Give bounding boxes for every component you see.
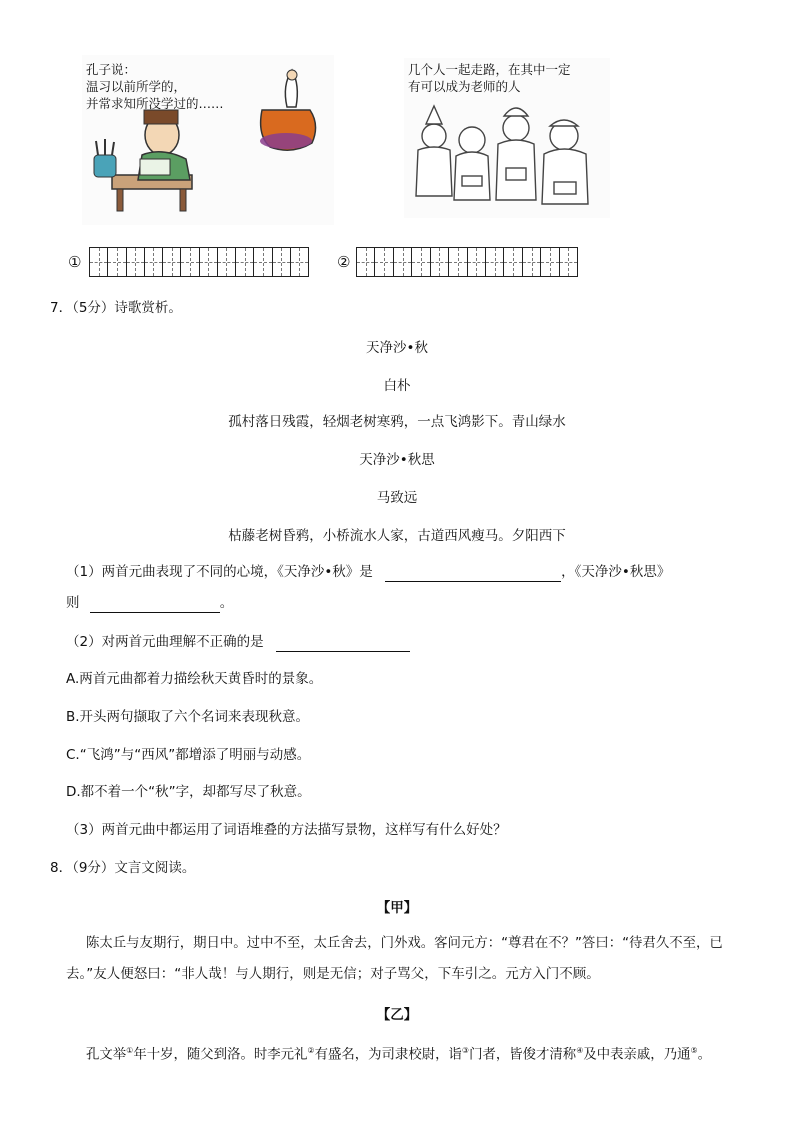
cartoon-confucius-caption (86, 61, 224, 112)
section-jia-label: 【甲】 (376, 900, 418, 916)
caption-line: 几个人一起走路，在其中一定 (408, 62, 571, 77)
q7-sub1-cont (66, 593, 233, 613)
footnote-mark: ② (307, 1046, 315, 1055)
footnote-mark: ③ (461, 1046, 470, 1055)
q7-sub1-text: （1）两首元曲表现了不同的心境，《天净沙•秋》是 (66, 564, 373, 580)
poem1-title: 天净沙•秋 (366, 340, 428, 356)
caption-line: 温习以前所学的， (86, 79, 187, 94)
poem1-author: 白朴 (383, 378, 411, 394)
cartoon-confucius-image (82, 55, 334, 225)
answer-blank-1[interactable] (385, 567, 561, 582)
answer-grid-1[interactable] (89, 247, 309, 277)
poem1-text: 孤村落日残霞，轻烟老树寒鸦，一点飞鸿影下。青山绿水 (228, 414, 566, 430)
q8-heading: 8．（9分）文言文阅读。 (50, 860, 196, 876)
footnote-mark: ① (126, 1046, 134, 1055)
q7-sub1-text-c: 则 (66, 595, 80, 611)
footnote-mark: ④ (576, 1046, 584, 1055)
poem2-title: 天净沙•秋思 (359, 452, 435, 468)
q7-sub1 (66, 562, 670, 582)
jia-paragraph-line2: 去。”友人便怒曰：“非人哉！与人期行，则是无信；对子骂父，下车引之。元方入门不顾。 (66, 966, 600, 982)
option-a: A.两首元曲都着力描绘秋天黄昏时的景象。 (66, 671, 323, 687)
caption-line: 并常求知所没学过的…… (86, 96, 224, 111)
yi-text: 孔文举 (86, 1047, 127, 1063)
q7-sub1-text-d: 。 (219, 595, 234, 611)
yi-text: 年十岁，随父到洛。时李元礼 (133, 1047, 308, 1063)
q7-sub2 (66, 632, 410, 652)
option-b: B.开头两句撷取了六个名词来表现秋意。 (66, 709, 310, 725)
q7-sub3: （3）两首元曲中都运用了词语堆叠的方法描写景物，这样写有什么好处？ (66, 822, 507, 838)
caption-line: 有可以成为老师的人 (408, 79, 521, 94)
answer-blank-3[interactable] (276, 637, 410, 652)
caption-line: 孔子说： (86, 62, 137, 77)
option-c: C.“飞鸿”与“西风”都增添了明丽与动感。 (66, 747, 311, 763)
footnote-mark: ⑤ (690, 1046, 698, 1055)
yi-text: 门者，皆俊才清称 (469, 1047, 577, 1063)
grid-label-2: ② (337, 253, 351, 271)
cartoon-travelers-image (404, 58, 610, 218)
q7-sub2-text: （2）对两首元曲理解不正确的是 (66, 634, 264, 650)
grid-label-1: ① (68, 253, 82, 271)
poem2-author: 马致远 (376, 490, 418, 506)
yi-text: 有盛名，为司隶校尉，诣 (314, 1047, 462, 1063)
yi-paragraph-line1 (86, 1041, 711, 1065)
cartoon-travelers-caption (408, 61, 571, 95)
q7-sub1-text-b: ，《天净沙•秋思》 (561, 564, 671, 580)
jia-paragraph-line1: 陈太丘与友期行，期日中。过中不至，太丘舍去，门外戏。客问元方：“尊君在不？”答曰：“待君久不至，已 (86, 936, 723, 951)
yi-text: 。 (697, 1047, 712, 1063)
yi-text: 及中表亲戚，乃通 (583, 1047, 691, 1063)
section-yi-label: 【乙】 (376, 1007, 418, 1023)
option-d: D.都不着一个“秋”字，却都写尽了秋意。 (66, 784, 311, 800)
answer-grid-2[interactable] (356, 247, 578, 277)
answer-blank-2[interactable] (90, 598, 220, 613)
poem2-text: 枯藤老树昏鸦，小桥流水人家，古道西风瘦马。夕阳西下 (228, 528, 566, 544)
q7-heading: 7．（5分）诗歌赏析。 (50, 300, 182, 316)
